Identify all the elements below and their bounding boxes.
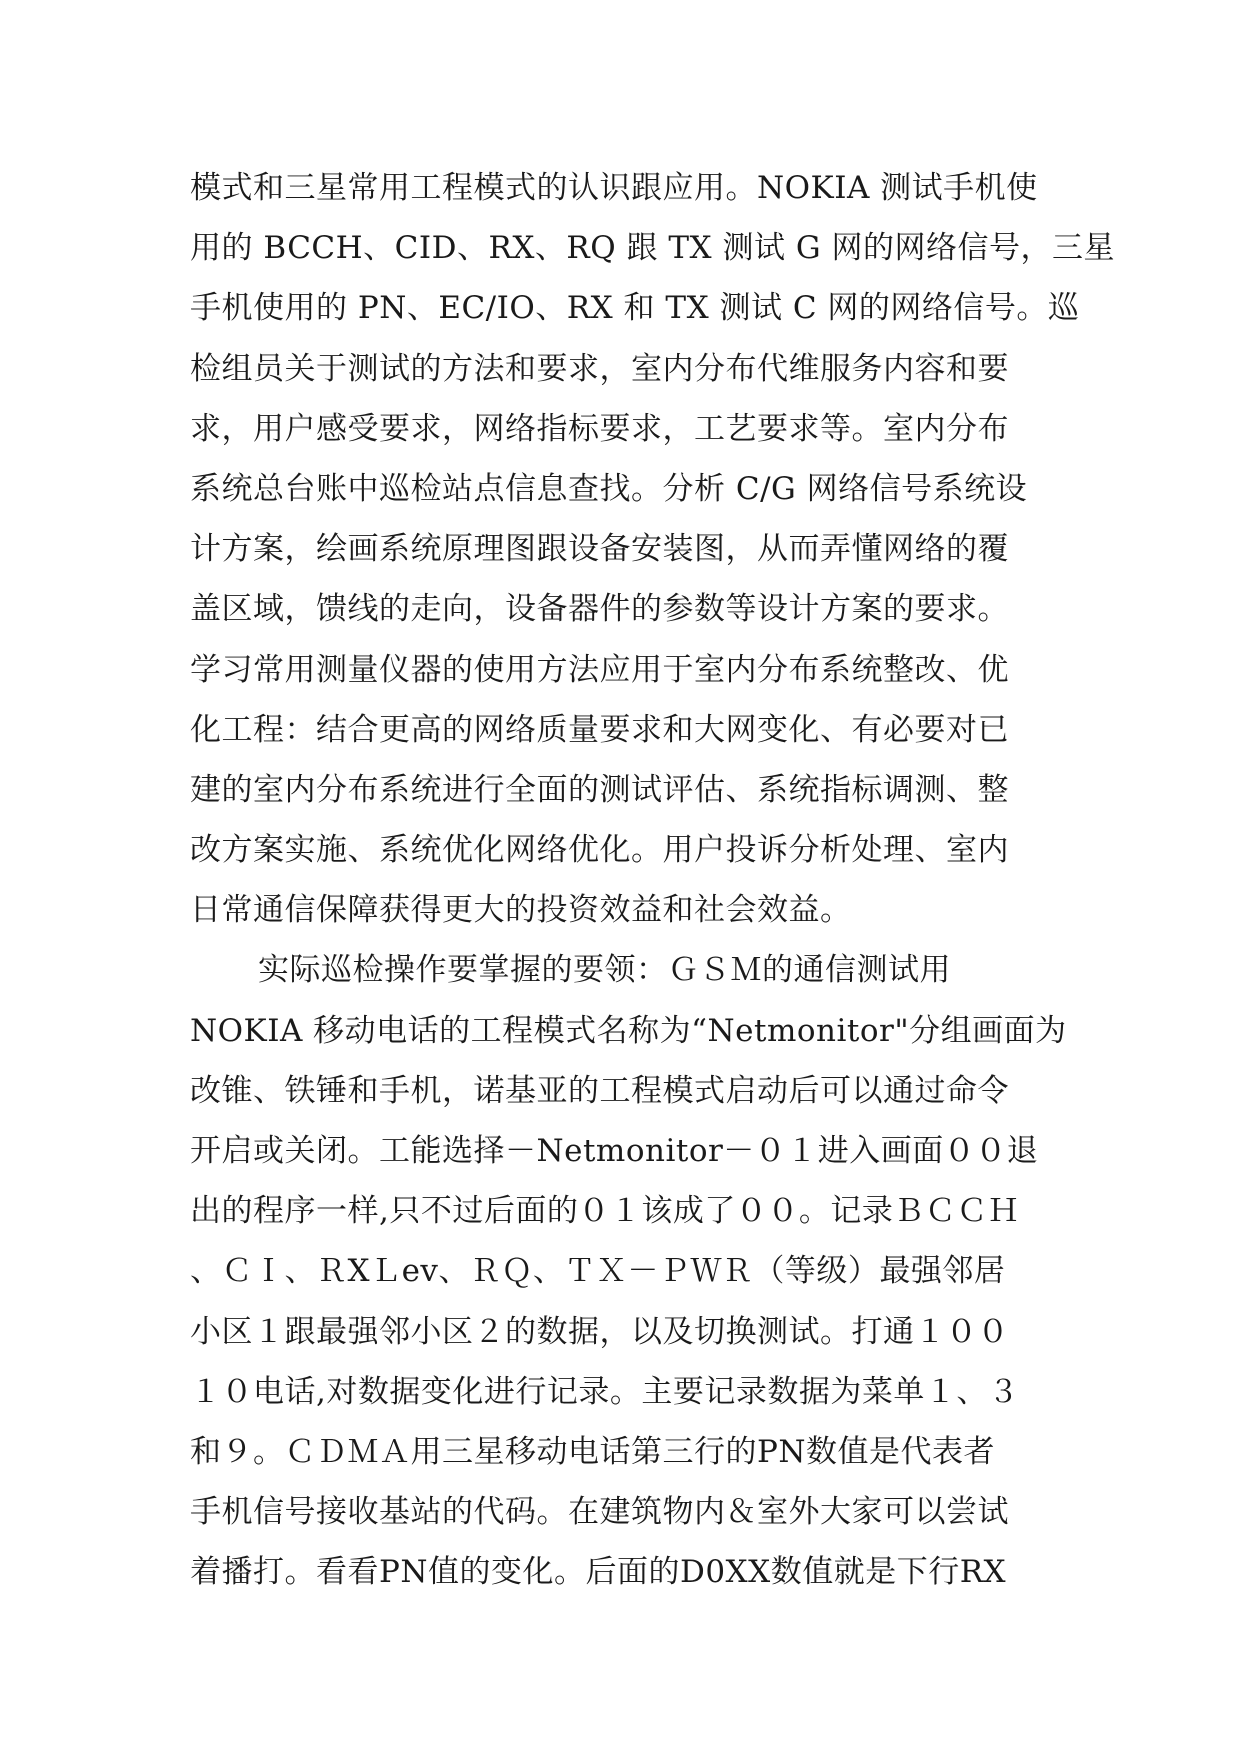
text-line: 小区１跟最强邻小区２的数据，以及切换测试。打通１００ (190, 1313, 1009, 1350)
text-line: 改锥、铁锤和手机，诺基亚的工程模式启动后可以通过命令 (190, 1072, 1009, 1109)
text-line: 系统总台账中巡检站点信息查找。分析 C/G 网络信号系统设 (190, 470, 1028, 507)
text-line: 化工程：结合更高的网络质量要求和大网变化、有必要对已 (190, 711, 1009, 748)
text-line: 检组员关于测试的方法和要求，室内分布代维服务内容和要 (190, 350, 1009, 387)
text-line: 学习常用测量仪器的使用方法应用于室内分布系统整改、优 (190, 651, 1009, 688)
text-line: 盖区域，馈线的走向，设备器件的参数等设计方案的要求。 (190, 591, 1009, 628)
text-line: 模式和三星常用工程模式的认识跟应用。NOKIA 测试手机使 (190, 170, 1038, 206)
text-line: 建的室内分布系统进行全面的测试评估、系统指标调测、整 (190, 771, 1009, 808)
text-line: 手机使用的 PN、EC/IO、RX 和 TX 测试 C 网的网络信号。巡 (190, 290, 1080, 327)
text-line: 出的程序一样,只不过后面的０１该成了００。记录ＢＣＣＨ (190, 1193, 1020, 1230)
text-line: 着播打。看看PN值的变化。后面的D0XX数值就是下行RX (190, 1554, 1007, 1591)
text-line: 用的 BCCH、CID、RX、RQ 跟 TX 测试 G 网的网络信号，三星 (190, 230, 1115, 267)
text-line: 求，用户感受要求，网络指标要求，工艺要求等。室内分布 (190, 410, 1009, 447)
text-line: 和９。ＣＤＭＡ用三星移动电话第三行的PN数值是代表者 (190, 1433, 995, 1470)
text-line: 、ＣＩ、ＲXＬev、ＲＱ、ＴＸ－ＰＷＲ（等级）最强邻居 (190, 1253, 1006, 1290)
text-line: 手机信号接收基站的代码。在建筑物内＆室外大家可以尝试 (190, 1494, 1009, 1531)
text-line: 开启或关闭。工能选择－Netmonitor－０１进入画面００退 (190, 1133, 1039, 1169)
text-line: 计方案，绘画系统原理图跟设备安装图，从而弄懂网络的覆 (190, 531, 1009, 568)
paragraph-first-line: 实际巡检操作要掌握的要领：ＧＳＭ的通信测试用 (258, 952, 951, 989)
text-line: 日常通信保障获得更大的投资效益和社会效益。 (190, 892, 852, 929)
body-text (190, 158, 1115, 1603)
text-line: 改方案实施、系统优化网络优化。用户投诉分析处理、室内 (190, 832, 1009, 869)
text-line: １０电话,对数据变化进行记录。主要记录数据为菜单１、３ (190, 1373, 1020, 1410)
text-line: NOKIA 移动电话的工程模式名称为“Netmonitor"分组画面为 (190, 1012, 1067, 1049)
